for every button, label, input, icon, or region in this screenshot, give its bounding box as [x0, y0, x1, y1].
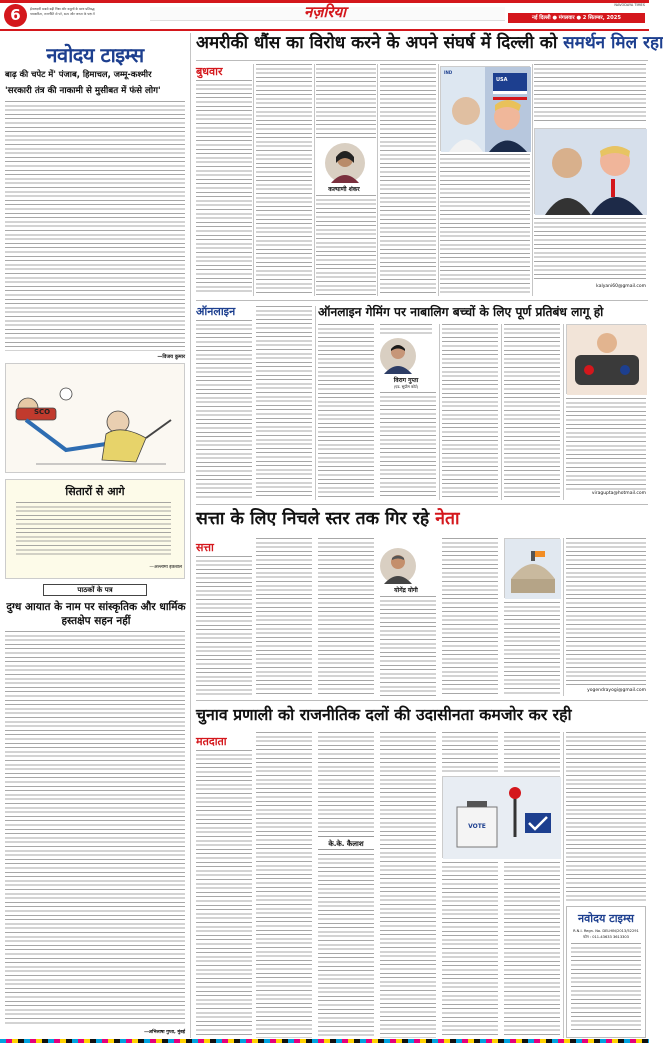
article-online-bottom-rule [196, 504, 648, 505]
quote-box-title: सितारों से आगे [65, 485, 125, 498]
article-top-headline-highlight: समर्थन मिल रहा [563, 33, 663, 53]
article-top-col-3a [316, 64, 376, 139]
article-online-col-3a [380, 324, 432, 334]
article-online-col-0 [196, 320, 252, 499]
article-election-col-3b [318, 854, 374, 1038]
quote-box [5, 479, 185, 579]
article-election-author: के.के. कैलाश [318, 836, 374, 850]
editorial-title: बाढ़ की चपेट में' पंजाब, हिमाचल, जम्मू-कश्मीर [5, 69, 152, 79]
article-election-headline: चुनाव प्रणाली को राजनीतिक दलों की उदासीनता कमजोर कर रही [196, 705, 572, 724]
article-power-author: योगेंद्र योगी [394, 587, 418, 594]
article-election-col-6b [504, 862, 560, 1038]
article-power-author-email: yogendrayogi@gmail.com [587, 688, 646, 693]
letter-headline: दुग्ध आयात के नाम पर सांस्कृतिक और धार्मिक हस्तक्षेप सहन नहीं [6, 601, 186, 627]
page-number: 6 [4, 4, 27, 27]
article-power-kicker: सत्ता [196, 541, 214, 554]
article-top-photo [440, 66, 530, 151]
article-power-photo [504, 538, 560, 598]
article-power-headline [196, 508, 648, 531]
article-top-headline [196, 32, 663, 54]
col-divider [563, 538, 564, 696]
col-divider [439, 324, 440, 500]
article-power-col-6 [504, 602, 560, 696]
quote-box-author: —अल्लामा इकबाल [149, 565, 182, 570]
article-power-headline-main: सत्ता के लिए निचले स्तर तक गिर रहे [196, 509, 430, 529]
article-power-col-1 [196, 556, 252, 696]
footer-reg-no: R.N.I. Regn. No. DELHIN/2013/52291 [573, 929, 639, 933]
author-photo-virag [380, 338, 416, 374]
article-online-col-5 [504, 324, 560, 499]
col-divider [501, 324, 502, 500]
col-divider [532, 64, 533, 296]
editorial-cartoon [5, 363, 185, 473]
article-election-col-5b [442, 862, 498, 1038]
article-top-col-3b [316, 195, 376, 295]
cartoon-label: SCO [34, 408, 51, 416]
footer-masthead: नवोदय टाइम्स [578, 912, 634, 925]
quote-box-verses [16, 502, 171, 558]
article-top-author: कल्याणी शंकर [328, 186, 360, 193]
header-rule [0, 29, 649, 31]
gaming-child-illustration [567, 325, 647, 395]
dateline: नई दिल्ली ● मंगलवार ● 2 सितम्बर, 2025 [508, 13, 645, 23]
article-power-headline-highlight: नेता [435, 509, 460, 529]
article-online-col-1 [256, 306, 312, 499]
col-divider [315, 306, 316, 500]
article-power-col-4 [380, 596, 436, 696]
footer-phone: फोन : 011-43633 3613303 [583, 935, 629, 939]
article-election-col-6a [504, 732, 560, 772]
letter-body-text [5, 631, 185, 1026]
article-online-kicker: ऑनलाइन [196, 305, 236, 318]
article-power-col-7 [566, 538, 646, 686]
article-online-author: विराग गुप्ता [393, 377, 419, 384]
col-divider [438, 64, 439, 296]
article-top-col-1 [196, 80, 252, 295]
editorial-masthead: नवोदय टाइम्स [46, 43, 144, 67]
article-election-col-1 [196, 750, 252, 1038]
article-online-photo [566, 324, 646, 394]
article-online-headline: ऑनलाइन गेमिंग पर नाबालिग बच्चों के लिए पूर्ण प्रतिबंध लागू हो [318, 305, 604, 319]
article-top-photo-2 [534, 128, 646, 214]
article-top-author-email: kalyani60@gmail.com [596, 284, 646, 289]
article-top-bottom-rule [196, 300, 648, 301]
parliament-illustration [505, 539, 561, 599]
col-divider [563, 324, 564, 500]
article-election-col-7 [566, 732, 646, 902]
article-top-col-2 [256, 64, 312, 295]
article-election-photo [442, 776, 560, 858]
editorial-body-text [5, 101, 185, 351]
section-title: नज़रिया [303, 3, 347, 21]
voting-illustration [443, 777, 561, 859]
article-power-bottom-rule [196, 700, 648, 701]
author-photo-kalyani [325, 143, 365, 183]
article-top-rule [196, 60, 648, 61]
article-election-col-2 [256, 732, 312, 1038]
article-online-col-2 [318, 324, 374, 499]
article-online-author-email: viragupta@hotmail.com [591, 491, 646, 496]
article-power-col-2 [256, 538, 312, 696]
article-election-kicker: मतदाता [196, 735, 227, 748]
author-photo-yogendra [380, 548, 416, 584]
footer-imprint-text [571, 943, 641, 1033]
col-divider [253, 64, 254, 296]
article-top-col-6a [534, 64, 646, 124]
print-color-strip [0, 1039, 649, 1043]
article-online-col-4 [442, 324, 498, 499]
article-election-col-3a [318, 732, 374, 832]
article-top-col-5 [440, 154, 530, 295]
editorial-signoff: —विजय कुमार [157, 354, 185, 360]
small-masthead: NAVODAYA TIMES [614, 3, 645, 7]
tagline-line-2: पत्रकारिता, राजनीति से परे, सत्य और जनता के पक्ष में [30, 11, 95, 16]
col-divider [377, 64, 378, 296]
article-election-col-5a [442, 732, 498, 772]
tagline-line-1: ईमानदारी सबसे बड़ी निष्ठा और वसूलों के साथ प्रतिबद्ध [30, 7, 95, 11]
leaders-photo-illustration [441, 67, 531, 152]
editorial-subtitle: 'सरकारी तंत्र की नाकामी से मुसीबत में फंसे लोग' [5, 86, 161, 96]
photo-label-india: IND [444, 70, 453, 75]
article-top-kicker: बुधवार [196, 65, 223, 78]
article-top-col-4 [380, 64, 436, 295]
letter-signoff: —अभिलाषा गुप्ता, मुंबई [143, 1030, 185, 1035]
letters-title: पाठकों के पत्र [43, 584, 147, 596]
article-election-col-4 [380, 732, 436, 1038]
col-divider [314, 64, 315, 296]
cartoon-illustration [6, 364, 186, 474]
vote-sign-label: VOTE [468, 823, 486, 830]
article-top-headline-main: अमरीकी धौंस का विरोध करने के अपने संघर्ष में दिल्ली को [196, 33, 558, 53]
left-column-divider [190, 33, 191, 1038]
article-power-col-3 [318, 538, 374, 696]
article-power-col-5 [442, 538, 498, 696]
article-online-col-6 [566, 398, 646, 490]
article-top-col-6b [534, 218, 646, 280]
photo-label-usa: USA [496, 77, 508, 83]
footer-box [566, 906, 646, 1038]
article-online-author-caption: (एड. सुप्रीम कोर्ट) [393, 384, 419, 389]
header-tagline [30, 7, 135, 16]
left-column [3, 33, 187, 1039]
col-divider [563, 732, 564, 1038]
article-online-col-3b [380, 392, 436, 499]
leaders-handshake-illustration [535, 129, 647, 215]
